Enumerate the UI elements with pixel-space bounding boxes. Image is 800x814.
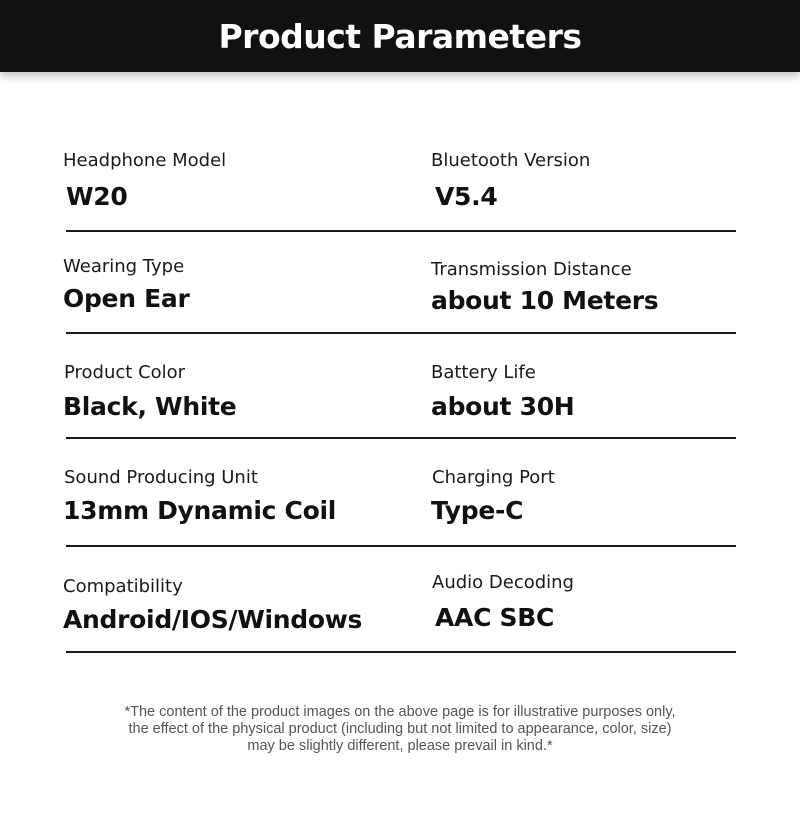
param-value-wearing-type: Open Ear	[63, 284, 190, 313]
param-value-bluetooth-version: V5.4	[435, 182, 498, 211]
param-label-bluetooth-version: Bluetooth Version	[431, 150, 591, 171]
param-value-transmission-distance: about 10 Meters	[431, 286, 659, 315]
row-divider	[66, 545, 736, 547]
param-label-audio-decoding: Audio Decoding	[432, 572, 574, 593]
param-value-product-color: Black, White	[63, 392, 237, 421]
param-value-battery-life: about 30H	[431, 392, 575, 421]
param-value-charging-port: Type-C	[431, 496, 524, 525]
disclaimer-line: may be slightly different, please prevail in kind.*	[247, 738, 553, 754]
row-divider	[66, 651, 736, 653]
disclaimer-line: the effect of the physical product (including but not limited to appearance, color, size)	[128, 721, 672, 737]
param-label-charging-port: Charging Port	[432, 467, 555, 488]
header-banner	[0, 0, 800, 72]
param-label-battery-life: Battery Life	[431, 362, 536, 383]
param-label-wearing-type: Wearing Type	[63, 256, 185, 277]
param-label-transmission-distance: Transmission Distance	[431, 259, 632, 280]
row-divider	[66, 437, 736, 439]
param-value-audio-decoding: AAC SBC	[435, 603, 555, 632]
param-label-product-color: Product Color	[64, 362, 186, 383]
disclaimer-line: *The content of the product images on the above page is for illustrative purposes only,	[124, 704, 676, 720]
param-value-compatibility: Android/IOS/Windows	[63, 605, 363, 634]
param-label-compatibility: Compatibility	[63, 576, 183, 597]
row-divider	[66, 332, 736, 334]
param-value-headphone-model: W20	[66, 182, 128, 211]
row-divider	[66, 230, 736, 232]
param-label-headphone-model: Headphone Model	[63, 150, 227, 171]
param-label-sound-producing-unit: Sound Producing Unit	[64, 467, 258, 488]
page-title: Product Parameters	[218, 16, 582, 56]
disclaimer-note	[50, 704, 750, 755]
param-value-sound-producing-unit: 13mm Dynamic Coil	[63, 496, 337, 525]
